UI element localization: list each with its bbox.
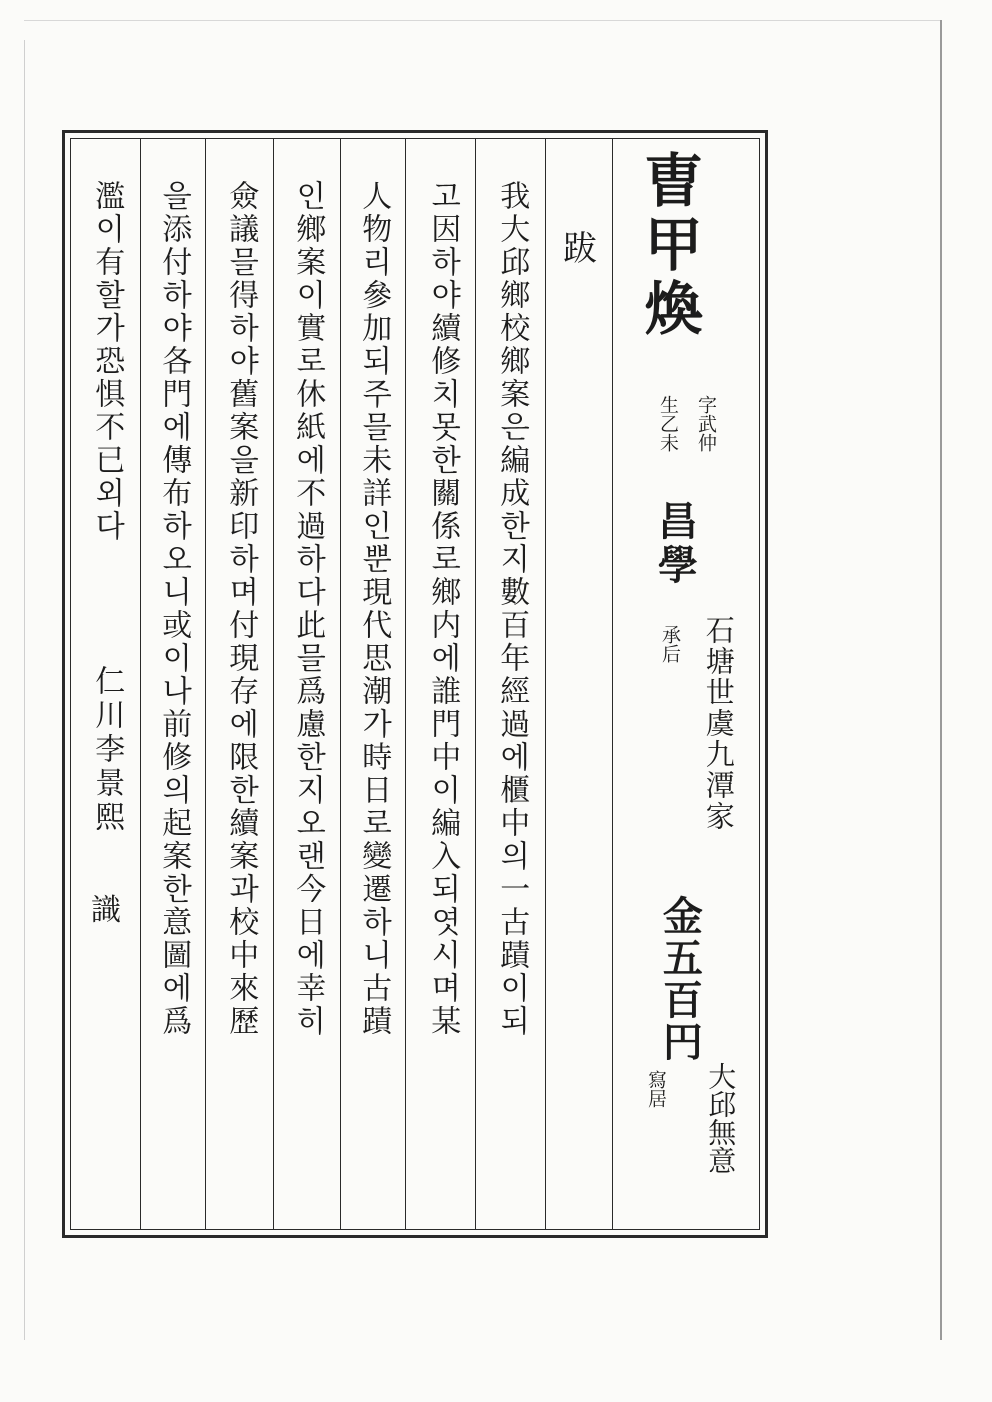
postscript-column-4	[276, 180, 338, 1038]
heading-name-3-text: 金五百円	[656, 895, 704, 1063]
column-rule	[545, 138, 546, 1230]
postscript-column-7	[74, 180, 138, 543]
postscript-title-text: 跋	[563, 229, 597, 269]
heading-place-2-text: 大邱無意	[704, 1062, 738, 1174]
column-rule	[140, 138, 141, 1230]
signature	[74, 665, 138, 835]
heading-name-1-note-a: 字武仲	[695, 395, 717, 452]
heading-name-3	[644, 895, 714, 1063]
heading-name-1	[628, 150, 708, 342]
postscript-column-3-text: 人物리參加되주믈未詳인뿐現代思潮가時日로變遷하니古蹟	[356, 180, 392, 1038]
page-edge-right	[940, 20, 942, 1340]
column-rule	[205, 138, 206, 1230]
heading-name-2-text: 昌學	[651, 500, 699, 588]
heading-name-3-note: 寫居	[645, 1070, 667, 1108]
postscript-column-7-text: 濫이有할가恐惧不已외다	[89, 180, 125, 543]
postscript-title	[548, 229, 612, 269]
signature-suffix	[74, 893, 138, 928]
heading-name-2	[634, 500, 714, 588]
column-rule	[273, 138, 274, 1230]
column-rule	[405, 138, 406, 1230]
heading-place-1	[696, 615, 740, 832]
postscript-column-2	[410, 180, 474, 1038]
postscript-column-6-text: 을添付하야各門에傳布하오니或이나前修의起案한意圖에爲	[156, 180, 192, 1038]
postscript-column-4-text: 인鄉案이實로休紙에不過하다此믈爲慮한지오랜今日에幸히	[290, 180, 326, 1038]
page-edge-top	[24, 20, 942, 21]
postscript-column-1-text: 我大邱鄉校鄉案은編成한지數百年經過에櫃中의一古蹟이되	[494, 180, 530, 1038]
postscript-column-1	[478, 180, 544, 1038]
postscript-column-5-text: 僉議믈得하야舊案을新印하며付現存에限한續案과校中來歷	[223, 180, 259, 1038]
column-rule	[612, 138, 613, 1230]
column-rule	[475, 138, 476, 1230]
heading-place-1-text: 石塘世虞九潭家	[701, 615, 736, 832]
signature-name: 仁川李景熙	[89, 665, 125, 835]
column-rule	[340, 138, 341, 1230]
heading-name-2-note: 承后	[659, 625, 681, 663]
postscript-column-6	[142, 180, 204, 1038]
signature-suffix-text: 識	[91, 893, 121, 928]
page-edge-left	[24, 40, 25, 1340]
postscript-column-5	[208, 180, 272, 1038]
heading-name-1-text: 曺甲煥	[634, 150, 703, 342]
postscript-column-2-text: 고因하야續修치못한關係로鄉内에誰門中이編入되엿시며某	[425, 180, 461, 1038]
postscript-column-3	[342, 180, 404, 1038]
heading-place-2	[700, 1062, 740, 1174]
heading-name-1-note-b: 生乙未	[657, 395, 679, 452]
